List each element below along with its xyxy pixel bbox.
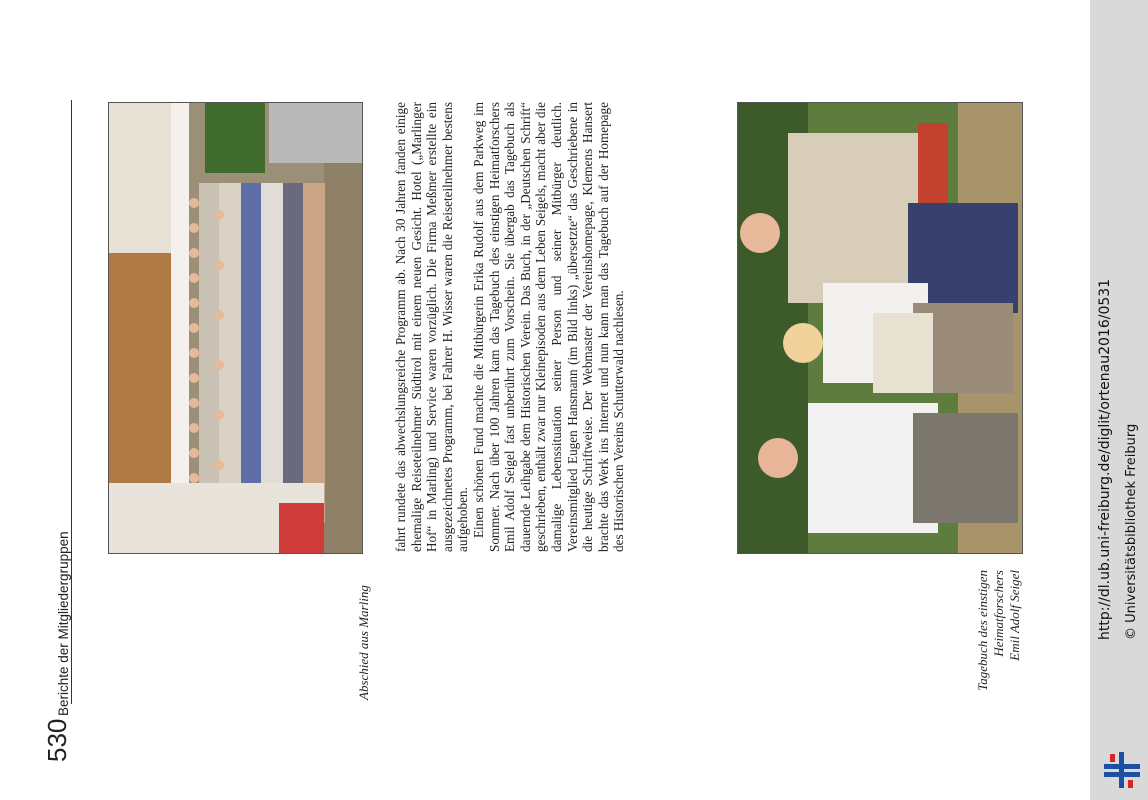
figure-caption-2 xyxy=(975,570,1023,710)
copyright-notice: © Universitätsbibliothek Freiburg xyxy=(1124,423,1139,640)
figure-caption-2-line-1: Tagebuch des einstigen xyxy=(975,570,990,691)
diary-photo-illustration xyxy=(738,103,1022,553)
source-url-link[interactable]: http://dl.ub.uni-freiburg.de/diglit/ortenau2016/0531 xyxy=(1097,278,1113,640)
group-photo-illustration xyxy=(109,103,362,553)
figure-caption-1: Abschied aus Marling xyxy=(356,585,371,700)
running-title: Berichte der Mitgliedergruppen xyxy=(56,531,71,716)
header-rule xyxy=(71,100,72,704)
page-number: 530 xyxy=(42,718,72,762)
body-paragraph-2: Einen schönen Fund machte die Mitbürgerin Erika Rudolf aus dem Parkweg im Sommer. Nach über 100 Jahren kam das Tagebuch des einstigen Heimatforschers Emil Adolf Seigel fast unberührt zum Vorschein. Sie übergab das Tagebuch als dauernde Leihgabe dem Historischen Verein. Das Buch, in der „Deutschen Schrift“ geschrieben, enthält zwar nur Kleinepisoden aus dem Leben Seigels, macht aber die damalige Lebenssituation seiner Person und seiner Mitbürger deutlich. Vereinsmitglied Eugen Hansmann (im Bild links) „übersetzte“ das Geschriebene in die heutige Schriftweise. Der Webmaster der Vereinshomepage, Klemens Hansert brachte das Werk ins Internet und nun kann man das Tagebuch auf der Homepage des Historischen Vereins Schutterwald nachlesen. xyxy=(470,102,627,552)
diary-handover-photo xyxy=(737,102,1023,554)
body-text xyxy=(393,102,627,552)
group-photo xyxy=(108,102,363,554)
library-logo-icon xyxy=(1100,750,1144,790)
figure-caption-2-line-2: Heimatforschers xyxy=(991,570,1006,657)
body-paragraph-1: fahrt rundete das abwechslungsreiche Programm ab. Nach 30 Jahren fanden einige ehemalige Reiseteilnehmer Südtirol mit einem neuen Gesicht. Hotel („Marlinger Hof“ in Marling) und Service waren vorzüglich. Die Firma Meßmer erstellte ein ausgezeichnetes Programm, bei Fahrer H. Wisser waren die Reiseteilnehmer bestens aufgehoben. xyxy=(393,102,471,552)
figure-caption-2-line-3: Emil Adolf Seigel xyxy=(1007,570,1022,661)
